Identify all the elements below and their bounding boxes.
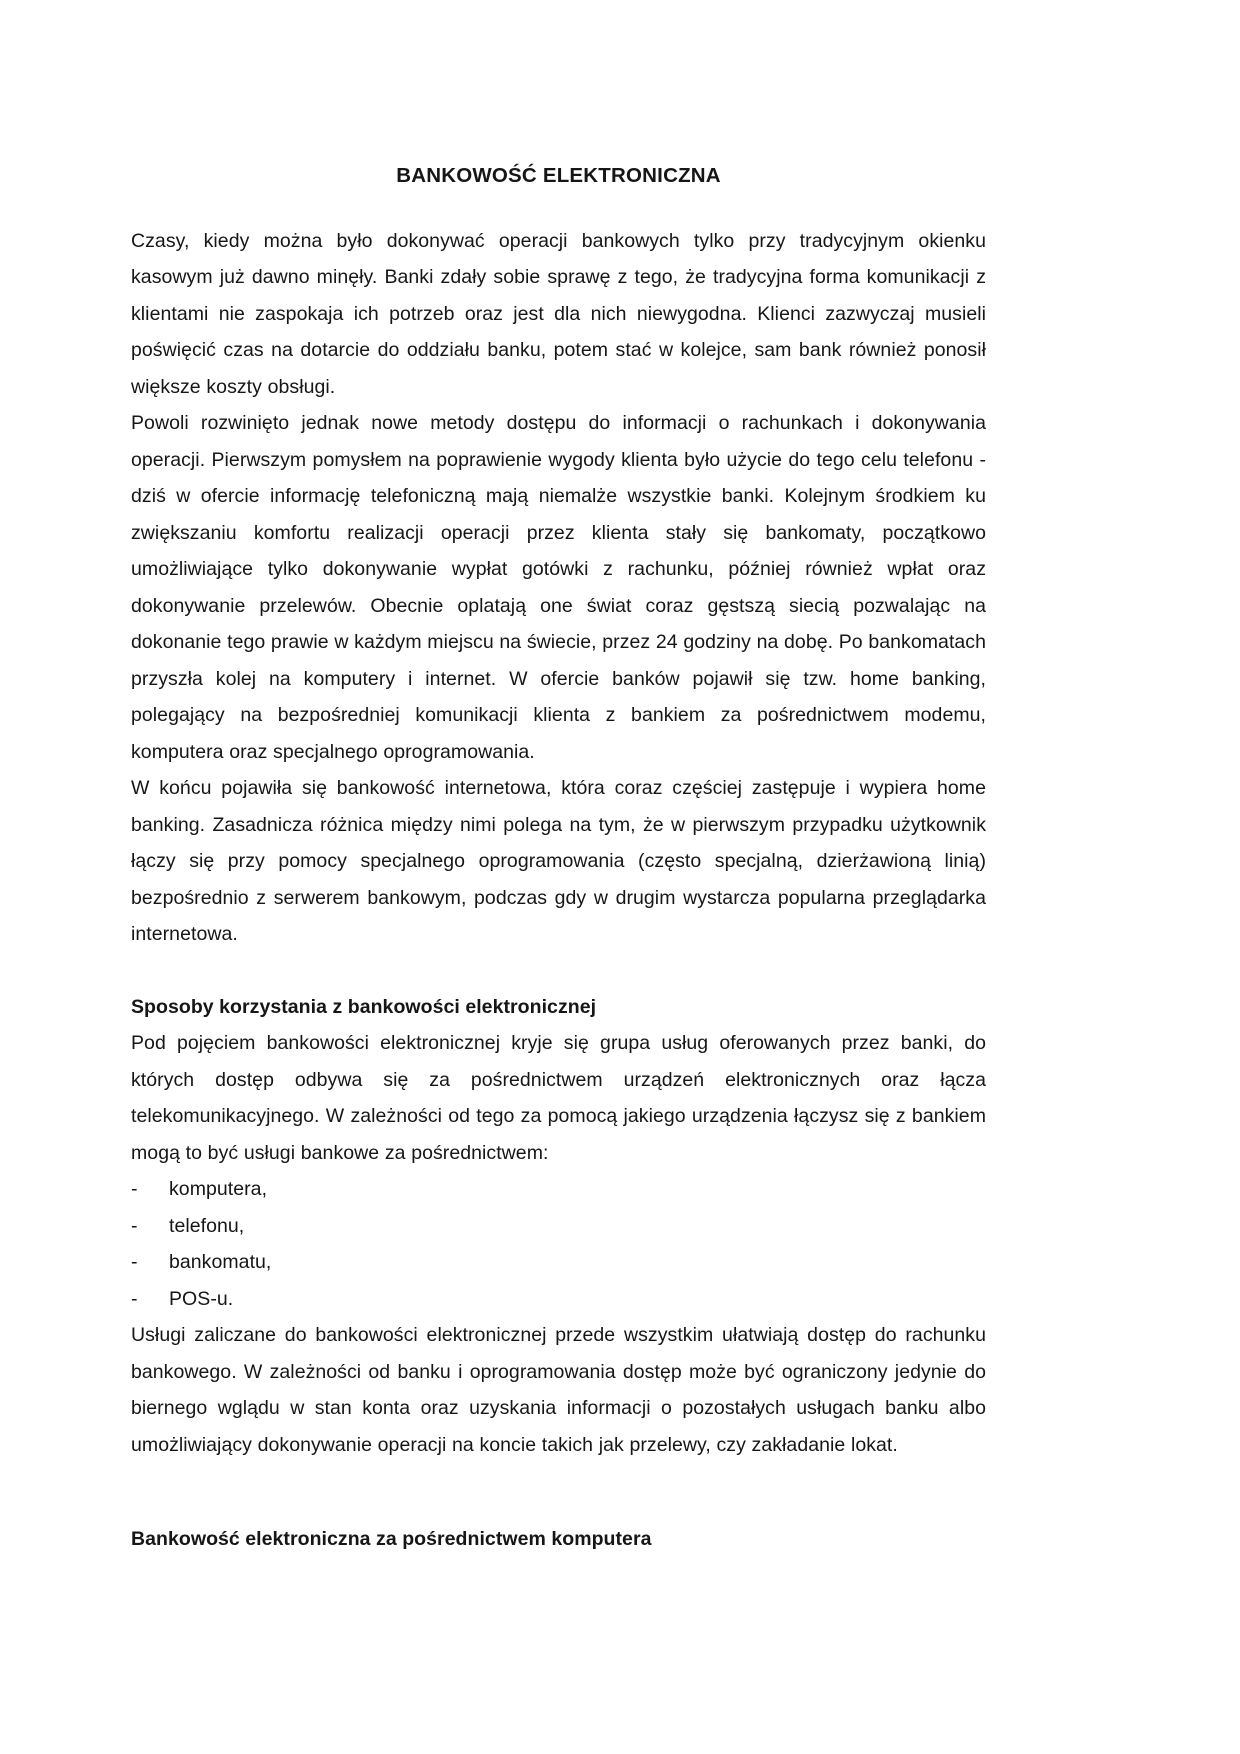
list-item-label: komputera, — [169, 1178, 268, 1201]
paragraph-definition: Pod pojęciem bankowości elektronicznej kryje się grupa usług oferowanych przez banki, do których dostęp odbywa się za pośrednictwem urządzeń elektronicznych oraz łącza telekomunikacyjnego. W zależności od tego za pomocą jakiego urządzenia łączysz się z bankiem mogą to być usługi bankowe za pośrednictwem: — [131, 1032, 986, 1164]
paragraph-history: Powoli rozwinięto jednak nowe metody dostępu do informacji o rachunkach i dokonywania operacji. Pierwszym pomysłem na poprawienie wygody klienta było użycie do tego celu telefonu - dziś w ofercie informację telefoniczną mają niemalże wszystkie banki. Kolejnym środkiem ku zwiększaniu komfortu realizacji operacji przez klienta stały się bankomaty, początkowo umożliwiające tylko dokonywanie wypłat gotówki z rachunku, później również wpłat oraz dokonywanie przelewów. Obecnie oplatają one świat coraz gęstszą siecią pozwalając na dokonanie tego prawie w każdym miejscu na świecie, przez 24 godziny na dobę. Po bankomatach przyszła kolej na komputery i internet. W ofercie banków pojawił się tzw. home banking, polegający na bezpośredniej komunikacji klienta z bankiem za pośrednictwem modemu, komputera oraz specjalnego oprogramowania. — [131, 412, 986, 763]
list-item — [131, 1208, 986, 1245]
list-marker: - — [131, 1214, 138, 1237]
page-title: BANKOWOŚĆ ELEKTRONICZNA — [396, 164, 721, 187]
heading-bankowosc-komputer: Bankowość elektroniczna za pośrednictwem komputera — [131, 1528, 652, 1551]
list-item-label: telefonu, — [169, 1214, 245, 1237]
list-marker: - — [131, 1287, 138, 1310]
list-item — [131, 1171, 986, 1208]
list-item — [131, 1281, 986, 1318]
list-marker: - — [131, 1178, 138, 1201]
paragraph-intro: Czasy, kiedy można było dokonywać operacji bankowych tylko przy tradycyjnym okienku kasowym już dawno minęły. Banki zdały sobie sprawę z tego, że tradycyjna forma komunikacji z klientami nie zaspokaja ich potrzeb oraz jest dla nich niewygodna. Klienci zazwyczaj musieli poświęcić czas na dotarcie do oddziału banku, potem stać w kolejce, sam bank również ponosił większe koszty obsługi. — [131, 229, 986, 398]
paragraph-internet-banking: W końcu pojawiła się bankowość internetowa, która coraz częściej zastępuje i wypiera home banking. Zasadnicza różnica między nimi polega na tym, że w pierwszym przypadku użytkownik łączy się przy pomocy specjalnego oprogramowania (często specjalną, dzierżawioną linią) bezpośrednio z serwerem bankowym, podczas gdy w drugim wystarcza popularna przeglądarka internetowa. — [131, 777, 986, 946]
list-item-label: bankomatu, — [169, 1251, 272, 1274]
list-item-label: POS-u. — [169, 1287, 234, 1310]
section-spacer — [131, 1463, 986, 1521]
section-spacer — [131, 953, 986, 989]
channels-list — [131, 1171, 986, 1317]
list-marker: - — [131, 1251, 138, 1274]
heading-sposoby-korzystania: Sposoby korzystania z bankowości elektronicznej — [131, 995, 597, 1018]
paragraph-services: Usługi zaliczane do bankowości elektronicznej przede wszystkim ułatwiają dostęp do rachunku bankowego. W zależności od banku i oprogramowania dostęp może być ograniczony jedynie do biernego wglądu w stan konta oraz uzyskania informacji o pozostałych usługach banku albo umożliwiający dokonywanie operacji na koncie takich jak przelewy, czy zakładanie lokat. — [131, 1324, 986, 1456]
list-item — [131, 1244, 986, 1281]
page-content — [131, 0, 986, 1558]
